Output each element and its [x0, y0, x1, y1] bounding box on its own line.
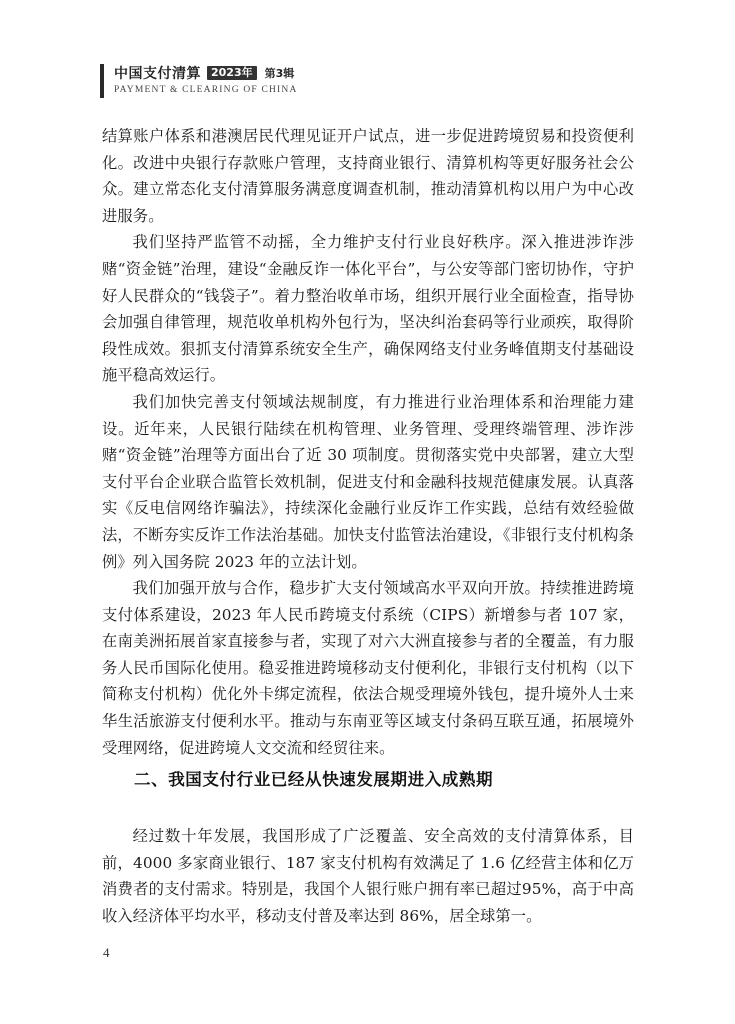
section-heading: 二、我国支付行业已经从快速发展期进入成熟期 [134, 770, 494, 789]
section-body [102, 823, 634, 929]
year-badge: 2023年 [207, 66, 257, 80]
paragraph-development: 经过数十年发展，我国形成了广泛覆盖、安全高效的支付清算体系，目前，4000 多家商业银行、187 家支付机构有效满足了 1.6 亿经营主体和亿万消费者的支付需求。特别是，我国个人银行账户拥有率已超过95%，高于中高收入经济体平均水平，移动支付普及率达到 86%，居全球第一。 [102, 827, 634, 925]
journal-subtitle: PAYMENT & CLEARING OF CHINA [114, 85, 298, 95]
paragraph-legal-framework: 我们加快完善支付领域法规制度，有力推进行业治理体系和治理能力建设。近年来，人民银行陆续在机构管理、业务管理、受理终端管理、涉诈涉赌“资金链”治理等方面出台了近 30 项制度。贯彻落实党中央部署，建立大型支付平台企业联合监管长效机制，促进支付和金融科技规范健康发展。认真落实《反电信网络诈骗法》，持续深化金融行业反诈工作实践，总结有效经验做法，不断夯实反诈工作法治基础。加快支付监管法治建设，《非银行支付机构条例》列入国务院 2023 年的立法计划。 [102, 392, 634, 571]
page-number: 4 [103, 945, 110, 960]
issue-label: 第3辑 [264, 67, 295, 80]
body-text [102, 123, 634, 761]
header-title-row [114, 64, 298, 82]
paragraph-opening-up: 我们加强开放与合作，稳步扩大支付领域高水平双向开放。持续推进跨境支付体系建设，2023 年人民币跨境支付系统（CIPS）新增参与者 107 家，在南美洲拓展首家直接参与者，实现了对六大洲直接参与者的全覆盖，有力服务人民币国际化使用。稳妥推进跨境移动支付便利化，非银行支付机构（以下简称支付机构）优化外卡绑定流程，依法合规受理境外钱包，提升境外人士来华生活旅游支付便利水平。推动与东南亚等区域支付条码互联互通，拓展境外受理网络，促进跨境人文交流和经贸往来。 [102, 579, 634, 757]
journal-title: 中国支付清算 [114, 66, 201, 82]
running-header [100, 64, 298, 98]
paragraph-regulation: 我们坚持严监管不动摇，全力维护支付行业良好秩序。深入推进涉诈涉赌“资金链”治理，建设“金融反诈一体化平台”，与公安等部门密切协作，守护好人民群众的“钱袋子”。着力整治收单市场，组织开展行业全面检查，指导协会加强自律管理，规范收单机构外包行为，坚决纠治套码等行业顽疾，取得阶段性成效。狠抓支付清算系统安全生产，确保网络支付业务峰值期支付基础设施平稳高效运行。 [102, 233, 634, 385]
paragraph-continuation: 结算账户体系和港澳居民代理见证开户试点，进一步促进跨境贸易和投资便利化。改进中央银行存款账户管理，支持商业银行、清算机构等更好服务社会公众。建立常态化支付清算服务满意度调查机制，推动清算机构以用户为中心改进服务。 [102, 127, 634, 225]
